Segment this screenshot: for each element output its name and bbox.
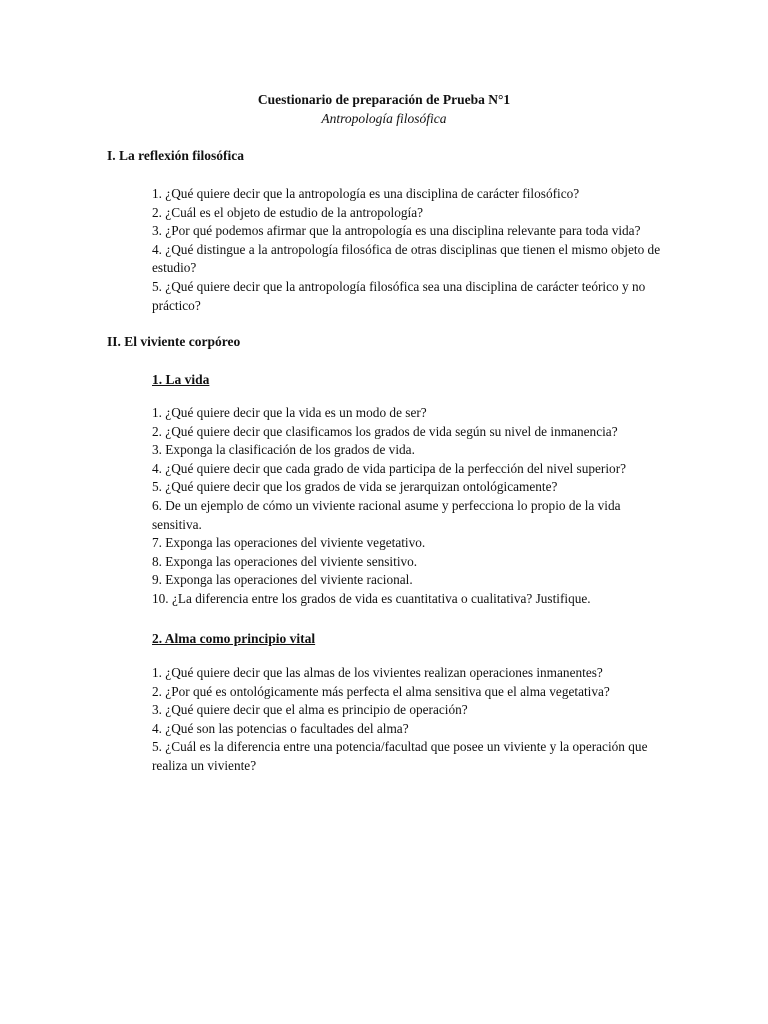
- question-list-section-1: [152, 185, 672, 315]
- section-heading-1: I. La reflexión filosófica: [107, 148, 244, 163]
- list-item: 3. Exponga la clasificación de los grados de vida.: [152, 442, 415, 458]
- list-item: 4. ¿Qué quiere decir que cada grado de vida participa de la perfección del nivel superior?: [152, 460, 627, 476]
- list-item: 10. ¿La diferencia entre los grados de vida es cuantitativa o cualitativa? Justifique.: [152, 590, 591, 606]
- list-item: 9. Exponga las operaciones del viviente racional.: [152, 572, 413, 588]
- list-item: 2. ¿Por qué es ontológicamente más perfecta el alma sensitiva que el alma vegetativa?: [152, 683, 610, 699]
- list-item: 7. Exponga las operaciones del viviente vegetativo.: [152, 535, 426, 551]
- list-item: 2. ¿Qué quiere decir que clasificamos los grados de vida según su nivel de inmanencia?: [152, 423, 618, 439]
- list-item: 4. ¿Qué distingue a la antropología filosófica de otras disciplinas que tienen el mismo objeto de estudio?: [152, 241, 661, 276]
- list-item: 5. ¿Cuál es la diferencia entre una potencia/facultad que posee un viviente y la operación que realiza un viviente?: [152, 739, 648, 773]
- list-item: 5. ¿Qué quiere decir que los grados de vida se jerarquizan ontológicamente?: [152, 479, 558, 495]
- list-item: 1. ¿Qué quiere decir que las almas de los vivientes realizan operaciones inmanentes?: [152, 665, 603, 680]
- list-item: 1. ¿Qué quiere decir que la vida es un modo de ser?: [152, 405, 427, 420]
- list-item: 5. ¿Qué quiere decir que la antropología filosófica sea una disciplina de carácter teórico y no práctico?: [152, 278, 646, 313]
- list-item: 4. ¿Qué son las potencias o facultades del alma?: [152, 720, 409, 736]
- list-item: 8. Exponga las operaciones del viviente sensitivo.: [152, 553, 418, 569]
- list-item: 2. ¿Cuál es el objeto de estudio de la antropología?: [152, 204, 424, 220]
- question-list-la-vida: [152, 404, 672, 609]
- list-item: 6. De un ejemplo de cómo un viviente racional asume y perfecciona lo propio de la vida sensitiva.: [152, 497, 621, 532]
- question-list-alma: [152, 664, 672, 776]
- list-item: 3. ¿Qué quiere decir que el alma es principio de operación?: [152, 702, 468, 718]
- list-item: 1. ¿Qué quiere decir que la antropología es una disciplina de carácter filosófico?: [152, 186, 580, 201]
- title-block: [0, 91, 768, 129]
- section-heading-2: II. El viviente corpóreo: [107, 334, 241, 349]
- subsection-heading-alma: 2. Alma como principio vital: [152, 631, 316, 646]
- document-subtitle: Antropología filosófica: [321, 111, 447, 126]
- list-item: 3. ¿Por qué podemos afirmar que la antropología es una disciplina relevante para toda vida?: [152, 223, 641, 239]
- subsection-heading-la-vida: 1. La vida: [152, 372, 210, 387]
- document-title: Cuestionario de preparación de Prueba N°1: [257, 92, 511, 107]
